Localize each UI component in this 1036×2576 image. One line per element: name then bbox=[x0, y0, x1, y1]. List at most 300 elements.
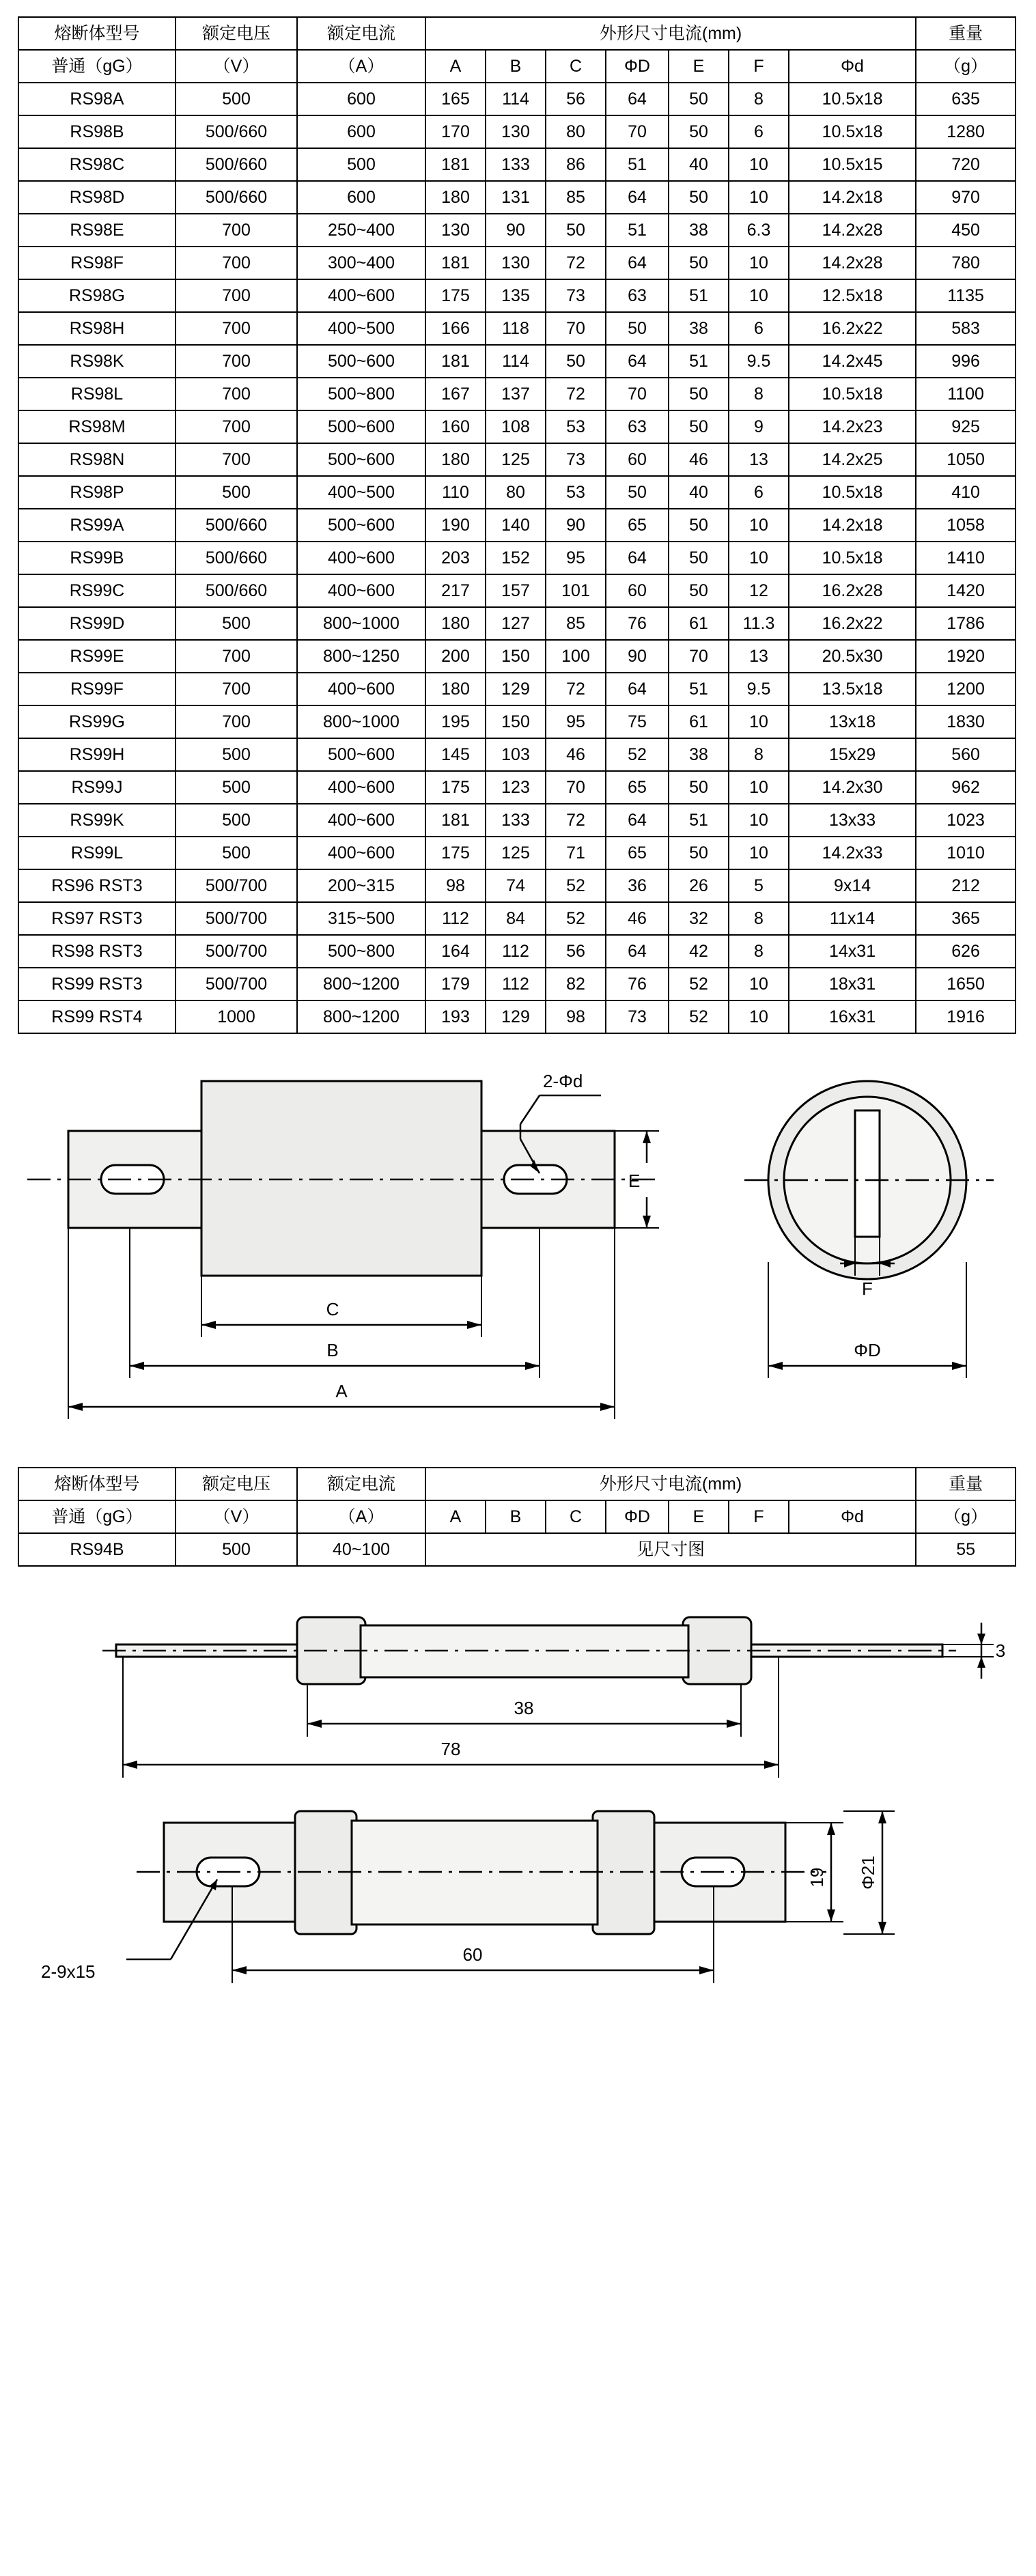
cell-phid-small: 12.5x18 bbox=[789, 279, 916, 312]
cell-voltage: 500/660 bbox=[176, 115, 297, 148]
label-phid-big: ΦD bbox=[854, 1340, 881, 1360]
cell-f: 13 bbox=[729, 640, 789, 673]
cell-e: 26 bbox=[669, 869, 729, 902]
cell-dimensions-note: 见尺寸图 bbox=[425, 1533, 916, 1566]
cell-b: 133 bbox=[486, 804, 546, 837]
cell-phid-small: 14.2x18 bbox=[789, 181, 916, 214]
cell-b: 125 bbox=[486, 443, 546, 476]
cell-a: 195 bbox=[425, 705, 486, 738]
table-row bbox=[18, 542, 1016, 574]
cell-e: 50 bbox=[669, 83, 729, 115]
cell-current: 400~600 bbox=[297, 542, 425, 574]
cell-f: 9.5 bbox=[729, 673, 789, 705]
cell-phid-big: 63 bbox=[606, 279, 669, 312]
cell-phid-big: 64 bbox=[606, 83, 669, 115]
cell-phid-big: 90 bbox=[606, 640, 669, 673]
cell-b: 108 bbox=[486, 410, 546, 443]
cell-b: 130 bbox=[486, 115, 546, 148]
table-row bbox=[18, 935, 1016, 968]
cell-current: 400~500 bbox=[297, 312, 425, 345]
cell-b: 133 bbox=[486, 148, 546, 181]
cell-c: 86 bbox=[546, 148, 606, 181]
main-spec-table bbox=[18, 16, 1016, 1034]
table-row bbox=[18, 574, 1016, 607]
label-e: E bbox=[628, 1171, 641, 1191]
cell-a: 180 bbox=[425, 607, 486, 640]
cell-a: 112 bbox=[425, 902, 486, 935]
table-row bbox=[18, 181, 1016, 214]
cell-model: RS99K bbox=[18, 804, 176, 837]
cell-voltage: 500 bbox=[176, 476, 297, 509]
cell-voltage: 500 bbox=[176, 771, 297, 804]
cell-current: 800~1200 bbox=[297, 968, 425, 1000]
cell-phid-small: 14.2x33 bbox=[789, 837, 916, 869]
cell-model: RS96 RST3 bbox=[18, 869, 176, 902]
header-dimensions: 外形尺寸电流(mm) bbox=[425, 1468, 916, 1500]
cell-current: 500~600 bbox=[297, 410, 425, 443]
cell-voltage: 500/660 bbox=[176, 181, 297, 214]
cell-b: 129 bbox=[486, 673, 546, 705]
label-2-9x15: 2-9x15 bbox=[41, 1961, 96, 1982]
cell-voltage: 500/660 bbox=[176, 574, 297, 607]
cell-c: 90 bbox=[546, 509, 606, 542]
cell-model: RS99E bbox=[18, 640, 176, 673]
cell-weight: 996 bbox=[916, 345, 1016, 378]
cell-e: 50 bbox=[669, 410, 729, 443]
cell-b: 84 bbox=[486, 902, 546, 935]
cell-voltage: 700 bbox=[176, 673, 297, 705]
header-model: 熔断体型号 bbox=[18, 1468, 176, 1500]
cell-weight: 1920 bbox=[916, 640, 1016, 673]
header-voltage-unit: （V） bbox=[176, 1500, 297, 1533]
cell-model: RS98D bbox=[18, 181, 176, 214]
cell-f: 6 bbox=[729, 115, 789, 148]
cell-b: 90 bbox=[486, 214, 546, 247]
cell-c: 50 bbox=[546, 345, 606, 378]
cell-voltage: 500/660 bbox=[176, 542, 297, 574]
cell-a: 181 bbox=[425, 804, 486, 837]
cell-e: 51 bbox=[669, 804, 729, 837]
cell-voltage: 1000 bbox=[176, 1000, 297, 1033]
cell-current: 500~600 bbox=[297, 509, 425, 542]
cell-phid-big: 50 bbox=[606, 476, 669, 509]
cell-model: RS99 RST4 bbox=[18, 1000, 176, 1033]
table-row bbox=[18, 410, 1016, 443]
cell-model: RS98 RST3 bbox=[18, 935, 176, 968]
cell-voltage: 500 bbox=[176, 1533, 297, 1566]
table-row bbox=[18, 771, 1016, 804]
cell-current: 600 bbox=[297, 115, 425, 148]
cell-c: 98 bbox=[546, 1000, 606, 1033]
cell-weight: 970 bbox=[916, 181, 1016, 214]
header-dimensions: 外形尺寸电流(mm) bbox=[425, 17, 916, 50]
cell-weight: 1100 bbox=[916, 378, 1016, 410]
cell-phid-big: 65 bbox=[606, 771, 669, 804]
cell-c: 95 bbox=[546, 542, 606, 574]
cell-weight: 1410 bbox=[916, 542, 1016, 574]
cell-voltage: 700 bbox=[176, 345, 297, 378]
cell-phid-small: 15x29 bbox=[789, 738, 916, 771]
cell-phid-big: 73 bbox=[606, 1000, 669, 1033]
label-thickness: 3 bbox=[995, 1640, 1006, 1661]
cell-weight: 1830 bbox=[916, 705, 1016, 738]
cell-phid-big: 64 bbox=[606, 804, 669, 837]
cell-phid-big: 63 bbox=[606, 410, 669, 443]
cell-phid-small: 14.2x45 bbox=[789, 345, 916, 378]
cell-model: RS98P bbox=[18, 476, 176, 509]
cell-model: RS99A bbox=[18, 509, 176, 542]
cell-a: 193 bbox=[425, 1000, 486, 1033]
cell-model: RS98L bbox=[18, 378, 176, 410]
cell-f: 10 bbox=[729, 771, 789, 804]
header-model-sub: 普通（gG） bbox=[18, 1500, 176, 1533]
cell-c: 53 bbox=[546, 476, 606, 509]
header-model-sub: 普通（gG） bbox=[18, 50, 176, 83]
cell-voltage: 500 bbox=[176, 837, 297, 869]
cell-weight: 1650 bbox=[916, 968, 1016, 1000]
cell-voltage: 700 bbox=[176, 312, 297, 345]
cell-e: 46 bbox=[669, 443, 729, 476]
table-row bbox=[18, 902, 1016, 935]
cell-a: 190 bbox=[425, 509, 486, 542]
header-dim-b: B bbox=[486, 50, 546, 83]
cell-weight: 1023 bbox=[916, 804, 1016, 837]
cell-phid-big: 52 bbox=[606, 738, 669, 771]
cell-a: 181 bbox=[425, 148, 486, 181]
cell-c: 82 bbox=[546, 968, 606, 1000]
cell-b: 112 bbox=[486, 968, 546, 1000]
cell-phid-small: 16x31 bbox=[789, 1000, 916, 1033]
cell-f: 8 bbox=[729, 738, 789, 771]
cell-phid-small: 10.5x18 bbox=[789, 115, 916, 148]
cell-a: 175 bbox=[425, 279, 486, 312]
table-row bbox=[18, 378, 1016, 410]
cell-voltage: 700 bbox=[176, 214, 297, 247]
label-c: C bbox=[326, 1299, 339, 1319]
header-dim-f: F bbox=[729, 1500, 789, 1533]
cell-e: 38 bbox=[669, 312, 729, 345]
cell-current: 800~1000 bbox=[297, 705, 425, 738]
cell-a: 203 bbox=[425, 542, 486, 574]
cell-phid-big: 64 bbox=[606, 935, 669, 968]
cell-b: 130 bbox=[486, 247, 546, 279]
cell-b: 152 bbox=[486, 542, 546, 574]
cell-e: 51 bbox=[669, 345, 729, 378]
cell-a: 175 bbox=[425, 837, 486, 869]
cell-phid-small: 20.5x30 bbox=[789, 640, 916, 673]
cell-phid-big: 65 bbox=[606, 509, 669, 542]
cell-f: 6 bbox=[729, 476, 789, 509]
cell-b: 129 bbox=[486, 1000, 546, 1033]
cell-a: 130 bbox=[425, 214, 486, 247]
cell-model: RS99L bbox=[18, 837, 176, 869]
table-row bbox=[18, 640, 1016, 673]
cell-model: RS99G bbox=[18, 705, 176, 738]
cell-c: 70 bbox=[546, 312, 606, 345]
table-row bbox=[18, 148, 1016, 181]
cell-c: 72 bbox=[546, 247, 606, 279]
cell-c: 71 bbox=[546, 837, 606, 869]
cell-e: 52 bbox=[669, 968, 729, 1000]
cell-model: RS99F bbox=[18, 673, 176, 705]
header-dim-phid-small: Φd bbox=[789, 1500, 916, 1533]
label-a: A bbox=[335, 1381, 348, 1401]
header-voltage: 额定电压 bbox=[176, 1468, 297, 1500]
cell-current: 500 bbox=[297, 148, 425, 181]
cell-phid-big: 75 bbox=[606, 705, 669, 738]
table2-header-row-2 bbox=[18, 1500, 1016, 1533]
cell-phid-small: 10.5x15 bbox=[789, 148, 916, 181]
cell-a: 180 bbox=[425, 443, 486, 476]
cell-e: 38 bbox=[669, 738, 729, 771]
cell-e: 50 bbox=[669, 542, 729, 574]
cell-f: 6.3 bbox=[729, 214, 789, 247]
table-row bbox=[18, 509, 1016, 542]
cell-phid-small: 10.5x18 bbox=[789, 83, 916, 115]
cell-b: 137 bbox=[486, 378, 546, 410]
cell-voltage: 700 bbox=[176, 705, 297, 738]
header-dim-c: C bbox=[546, 50, 606, 83]
cell-a: 160 bbox=[425, 410, 486, 443]
label-60: 60 bbox=[462, 1944, 483, 1965]
table-row bbox=[18, 1533, 1016, 1566]
cell-a: 165 bbox=[425, 83, 486, 115]
cell-model: RS98A bbox=[18, 83, 176, 115]
cell-current: 800~1000 bbox=[297, 607, 425, 640]
cell-weight: 560 bbox=[916, 738, 1016, 771]
table-row bbox=[18, 83, 1016, 115]
header-weight-unit: （g） bbox=[916, 50, 1016, 83]
cell-c: 85 bbox=[546, 181, 606, 214]
header-voltage-unit: （V） bbox=[176, 50, 297, 83]
cell-current: 500~800 bbox=[297, 935, 425, 968]
cell-current: 200~315 bbox=[297, 869, 425, 902]
cell-model: RS98E bbox=[18, 214, 176, 247]
cell-a: 98 bbox=[425, 869, 486, 902]
table-header-row-2 bbox=[18, 50, 1016, 83]
cell-weight: 55 bbox=[916, 1533, 1016, 1566]
cell-model: RS98K bbox=[18, 345, 176, 378]
cell-f: 10 bbox=[729, 247, 789, 279]
cell-voltage: 700 bbox=[176, 410, 297, 443]
cell-c: 100 bbox=[546, 640, 606, 673]
cell-weight: 780 bbox=[916, 247, 1016, 279]
table-row bbox=[18, 607, 1016, 640]
cell-model: RS98M bbox=[18, 410, 176, 443]
cell-current: 500~600 bbox=[297, 345, 425, 378]
cell-a: 180 bbox=[425, 181, 486, 214]
cell-current: 600 bbox=[297, 83, 425, 115]
cell-f: 10 bbox=[729, 837, 789, 869]
cell-phid-big: 64 bbox=[606, 542, 669, 574]
cell-model: RS98F bbox=[18, 247, 176, 279]
cell-weight: 925 bbox=[916, 410, 1016, 443]
cell-phid-small: 16.2x22 bbox=[789, 312, 916, 345]
label-f: F bbox=[862, 1278, 873, 1299]
cell-f: 10 bbox=[729, 279, 789, 312]
cell-e: 52 bbox=[669, 1000, 729, 1033]
cell-f: 9.5 bbox=[729, 345, 789, 378]
table-row bbox=[18, 705, 1016, 738]
cell-b: 103 bbox=[486, 738, 546, 771]
cell-c: 53 bbox=[546, 410, 606, 443]
cell-voltage: 500/700 bbox=[176, 935, 297, 968]
table-row bbox=[18, 214, 1016, 247]
header-dim-f: F bbox=[729, 50, 789, 83]
cell-phid-small: 14x31 bbox=[789, 935, 916, 968]
cell-phid-small: 10.5x18 bbox=[789, 542, 916, 574]
cell-model: RS94B bbox=[18, 1533, 176, 1566]
cell-phid-small: 14.2x23 bbox=[789, 410, 916, 443]
cell-a: 145 bbox=[425, 738, 486, 771]
header-dim-phid-small: Φd bbox=[789, 50, 916, 83]
cell-b: 74 bbox=[486, 869, 546, 902]
cell-phid-small: 13x33 bbox=[789, 804, 916, 837]
header-dim-phid-big: ΦD bbox=[606, 1500, 669, 1533]
cell-e: 51 bbox=[669, 279, 729, 312]
cell-phid-small: 13x18 bbox=[789, 705, 916, 738]
label-phi21: Φ21 bbox=[858, 1856, 878, 1890]
cell-phid-small: 13.5x18 bbox=[789, 673, 916, 705]
cell-current: 800~1250 bbox=[297, 640, 425, 673]
cell-current: 400~600 bbox=[297, 837, 425, 869]
label-19: 19 bbox=[807, 1867, 827, 1888]
cell-phid-small: 14.2x18 bbox=[789, 509, 916, 542]
cell-c: 101 bbox=[546, 574, 606, 607]
cell-current: 400~600 bbox=[297, 574, 425, 607]
cell-voltage: 700 bbox=[176, 378, 297, 410]
cell-b: 131 bbox=[486, 181, 546, 214]
header-weight: 重量 bbox=[916, 1468, 1016, 1500]
cell-voltage: 700 bbox=[176, 279, 297, 312]
cell-current: 300~400 bbox=[297, 247, 425, 279]
cell-current: 315~500 bbox=[297, 902, 425, 935]
cell-phid-small: 14.2x25 bbox=[789, 443, 916, 476]
table2-header-row-1 bbox=[18, 1468, 1016, 1500]
cell-phid-small: 9x14 bbox=[789, 869, 916, 902]
datasheet-page bbox=[0, 16, 1036, 2004]
cell-e: 50 bbox=[669, 181, 729, 214]
cell-c: 85 bbox=[546, 607, 606, 640]
cell-phid-small: 16.2x28 bbox=[789, 574, 916, 607]
table-header-row-1 bbox=[18, 17, 1016, 50]
cell-f: 5 bbox=[729, 869, 789, 902]
cell-phid-big: 36 bbox=[606, 869, 669, 902]
cell-c: 73 bbox=[546, 443, 606, 476]
cell-weight: 1786 bbox=[916, 607, 1016, 640]
cell-e: 50 bbox=[669, 837, 729, 869]
cell-e: 40 bbox=[669, 148, 729, 181]
cell-current: 250~400 bbox=[297, 214, 425, 247]
figure-blade-terminal-fuse bbox=[0, 1806, 1036, 2004]
cell-c: 50 bbox=[546, 214, 606, 247]
cell-f: 12 bbox=[729, 574, 789, 607]
cell-b: 150 bbox=[486, 640, 546, 673]
cell-weight: 365 bbox=[916, 902, 1016, 935]
cell-f: 8 bbox=[729, 902, 789, 935]
cell-phid-big: 76 bbox=[606, 968, 669, 1000]
cell-voltage: 500/700 bbox=[176, 902, 297, 935]
cell-f: 10 bbox=[729, 1000, 789, 1033]
cell-current: 400~500 bbox=[297, 476, 425, 509]
cell-f: 11.3 bbox=[729, 607, 789, 640]
cell-c: 72 bbox=[546, 378, 606, 410]
cell-current: 500~600 bbox=[297, 443, 425, 476]
cell-f: 9 bbox=[729, 410, 789, 443]
cell-phid-small: 16.2x22 bbox=[789, 607, 916, 640]
cell-phid-small: 10.5x18 bbox=[789, 378, 916, 410]
cell-current: 400~600 bbox=[297, 279, 425, 312]
cell-f: 10 bbox=[729, 542, 789, 574]
header-weight: 重量 bbox=[916, 17, 1016, 50]
cell-current: 500~800 bbox=[297, 378, 425, 410]
cell-voltage: 500/700 bbox=[176, 869, 297, 902]
header-weight-unit: （g） bbox=[916, 1500, 1016, 1533]
cell-phid-small: 14.2x28 bbox=[789, 247, 916, 279]
cell-b: 150 bbox=[486, 705, 546, 738]
cell-phid-big: 70 bbox=[606, 115, 669, 148]
cell-current: 500~600 bbox=[297, 738, 425, 771]
header-current: 额定电流 bbox=[297, 1468, 425, 1500]
cell-model: RS97 RST3 bbox=[18, 902, 176, 935]
cell-weight: 1420 bbox=[916, 574, 1016, 607]
cell-voltage: 500 bbox=[176, 738, 297, 771]
cell-e: 70 bbox=[669, 640, 729, 673]
table-row bbox=[18, 673, 1016, 705]
cell-phid-big: 50 bbox=[606, 312, 669, 345]
cell-weight: 626 bbox=[916, 935, 1016, 968]
label-2-phid: 2-Φd bbox=[543, 1071, 583, 1091]
cell-e: 32 bbox=[669, 902, 729, 935]
cell-a: 217 bbox=[425, 574, 486, 607]
cell-weight: 720 bbox=[916, 148, 1016, 181]
table-row bbox=[18, 738, 1016, 771]
cell-a: 166 bbox=[425, 312, 486, 345]
header-dim-c: C bbox=[546, 1500, 606, 1533]
cell-voltage: 500 bbox=[176, 607, 297, 640]
table-row bbox=[18, 312, 1016, 345]
cell-weight: 1280 bbox=[916, 115, 1016, 148]
cell-a: 200 bbox=[425, 640, 486, 673]
cell-model: RS99 RST3 bbox=[18, 968, 176, 1000]
cell-phid-small: 11x14 bbox=[789, 902, 916, 935]
figure-cylindrical-fuse-side bbox=[0, 1590, 1036, 1795]
cell-model: RS98N bbox=[18, 443, 176, 476]
table-row bbox=[18, 345, 1016, 378]
table-row bbox=[18, 279, 1016, 312]
cell-c: 70 bbox=[546, 771, 606, 804]
cell-f: 13 bbox=[729, 443, 789, 476]
cell-voltage: 500 bbox=[176, 804, 297, 837]
cell-f: 8 bbox=[729, 83, 789, 115]
cell-e: 40 bbox=[669, 476, 729, 509]
cell-b: 125 bbox=[486, 837, 546, 869]
cell-b: 127 bbox=[486, 607, 546, 640]
header-current-unit: （A） bbox=[297, 1500, 425, 1533]
cell-b: 112 bbox=[486, 935, 546, 968]
cell-c: 52 bbox=[546, 902, 606, 935]
cell-f: 10 bbox=[729, 181, 789, 214]
header-dim-phid-big: ΦD bbox=[606, 50, 669, 83]
cell-c: 95 bbox=[546, 705, 606, 738]
table-row bbox=[18, 869, 1016, 902]
table-row bbox=[18, 443, 1016, 476]
cell-e: 50 bbox=[669, 771, 729, 804]
cell-e: 50 bbox=[669, 574, 729, 607]
cell-a: 175 bbox=[425, 771, 486, 804]
cell-voltage: 500/660 bbox=[176, 148, 297, 181]
cell-f: 8 bbox=[729, 378, 789, 410]
